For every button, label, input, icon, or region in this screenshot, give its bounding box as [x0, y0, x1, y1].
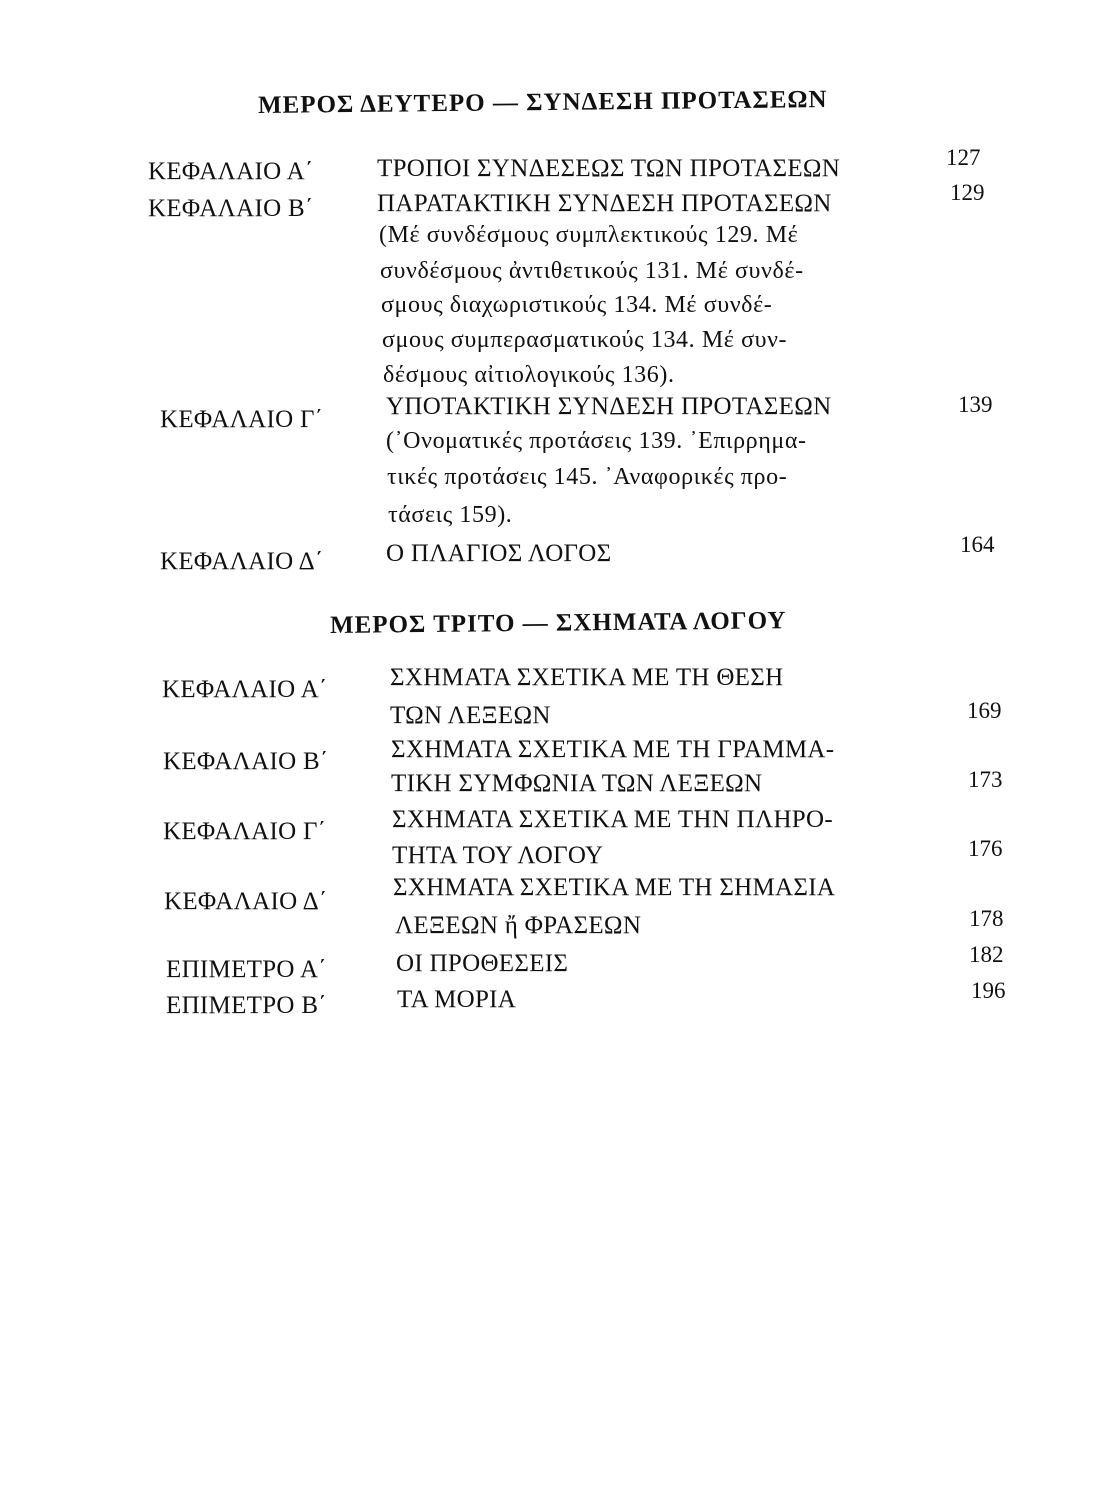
chapter-label: ΚΕΦΑΛΑΙΟ Γ΄	[163, 818, 327, 845]
page-number: 178	[969, 906, 1004, 931]
chapter-description-line: τικές προτάσεις 145. ᾿Αναφορικές προ-	[387, 464, 788, 490]
chapter-label: ΚΕΦΑΛΑΙΟ Α΄	[162, 676, 328, 703]
chapter-title: ΥΠΟΤΑΚΤΙΚΗ ΣΥΝΔΕΣΗ ΠΡΟΤΑΣΕΩΝ	[386, 393, 832, 420]
page-number: 139	[958, 392, 993, 417]
chapter-title: ΤΩΝ ΛΕΞΕΩΝ	[390, 702, 551, 729]
page-number: 127	[946, 145, 981, 170]
chapter-title: ΤΗΤΑ ΤΟΥ ΛΟΓΟΥ	[392, 842, 604, 869]
chapter-title: ΤΡΟΠΟΙ ΣΥΝΔΕΣΕΩΣ ΤΩΝ ΠΡΟΤΑΣΕΩΝ	[377, 155, 841, 182]
chapter-label: ΚΕΦΑΛΑΙΟ Δ΄	[160, 548, 324, 575]
part-two-title: ΜΕΡΟΣ ΔΕΥΤΕΡΟ — ΣΥΝΔΕΣΗ ΠΡΟΤΑΣΕΩΝ	[257, 86, 828, 119]
chapter-label: ΕΠΙΜΕΤΡΟ Α΄	[166, 956, 327, 983]
part-three-title: ΜΕΡΟΣ ΤΡΙΤΟ — ΣΧΗΜΑΤΑ ΛΟΓΟΥ	[329, 607, 787, 639]
chapter-title: ΣΧΗΜΑΤΑ ΣΧΕΤΙΚΑ ΜΕ ΤΗΝ ΠΛΗΡΟ-	[392, 806, 833, 833]
chapter-title: ΛΕΞΕΩΝ ἤ ΦΡΑΣΕΩΝ	[395, 912, 642, 939]
chapter-title: ΣΧΗΜΑΤΑ ΣΧΕΤΙΚΑ ΜΕ ΤΗ ΘΕΣΗ	[390, 664, 784, 691]
chapter-description-line: δέσμους αἰτιολογικούς 136).	[383, 362, 675, 388]
chapter-title: ΤΙΚΗ ΣΥΜΦΩΝΙΑ ΤΩΝ ΛΕΞΕΩΝ	[391, 770, 763, 797]
page-number: 176	[968, 836, 1003, 861]
chapter-title: Ο ΠΛΑΓΙΟΣ ΛΟΓΟΣ	[386, 540, 612, 567]
chapter-description-line: (᾿Ονοματικές προτάσεις 139. ᾿Επιρρημα-	[386, 428, 807, 454]
chapter-description-line: (Μέ συνδέσμους συμπλεκτικούς 129. Μέ	[379, 222, 799, 248]
chapter-label: ΚΕΦΑΛΑΙΟ Β΄	[163, 748, 329, 775]
chapter-description-line: συνδέσμους ἀντιθετικούς 131. Μέ συνδέ-	[380, 258, 804, 284]
page-number: 196	[971, 978, 1006, 1003]
chapter-title: ΣΧΗΜΑΤΑ ΣΧΕΤΙΚΑ ΜΕ ΤΗ ΣΗΜΑΣΙΑ	[393, 874, 836, 901]
chapter-description-line: σμους διαχωριστικούς 134. Μέ συνδέ-	[381, 292, 773, 318]
page-number: 182	[969, 942, 1004, 967]
page-number: 129	[950, 180, 985, 205]
chapter-label: ΚΕΦΑΛΑΙΟ Β΄	[148, 195, 314, 222]
chapter-label: ΚΕΦΑΛΑΙΟ Δ΄	[164, 888, 328, 915]
page-number: 173	[968, 767, 1003, 792]
chapter-title: ΤΑ ΜΟΡΙΑ	[397, 986, 517, 1013]
chapter-label: ΚΕΦΑΛΑΙΟ Α΄	[148, 158, 314, 185]
page-number: 169	[967, 698, 1002, 723]
chapter-title: ΣΧΗΜΑΤΑ ΣΧΕΤΙΚΑ ΜΕ ΤΗ ΓΡΑΜΜΑ-	[391, 736, 835, 763]
chapter-label: ΚΕΦΑΛΑΙΟ Γ΄	[160, 406, 324, 433]
chapter-description-line: σμους συμπερασματικούς 134. Μέ συν-	[382, 327, 788, 353]
chapter-title: ΟΙ ΠΡΟΘΕΣΕΙΣ	[396, 950, 569, 977]
page-number: 164	[960, 532, 995, 557]
chapter-description-line: τάσεις 159).	[388, 502, 513, 528]
chapter-label: ΕΠΙΜΕΤΡΟ Β΄	[166, 992, 327, 1019]
chapter-title: ΠΑΡΑΤΑΚΤΙΚΗ ΣΥΝΔΕΣΗ ΠΡΟΤΑΣΕΩΝ	[377, 190, 832, 217]
